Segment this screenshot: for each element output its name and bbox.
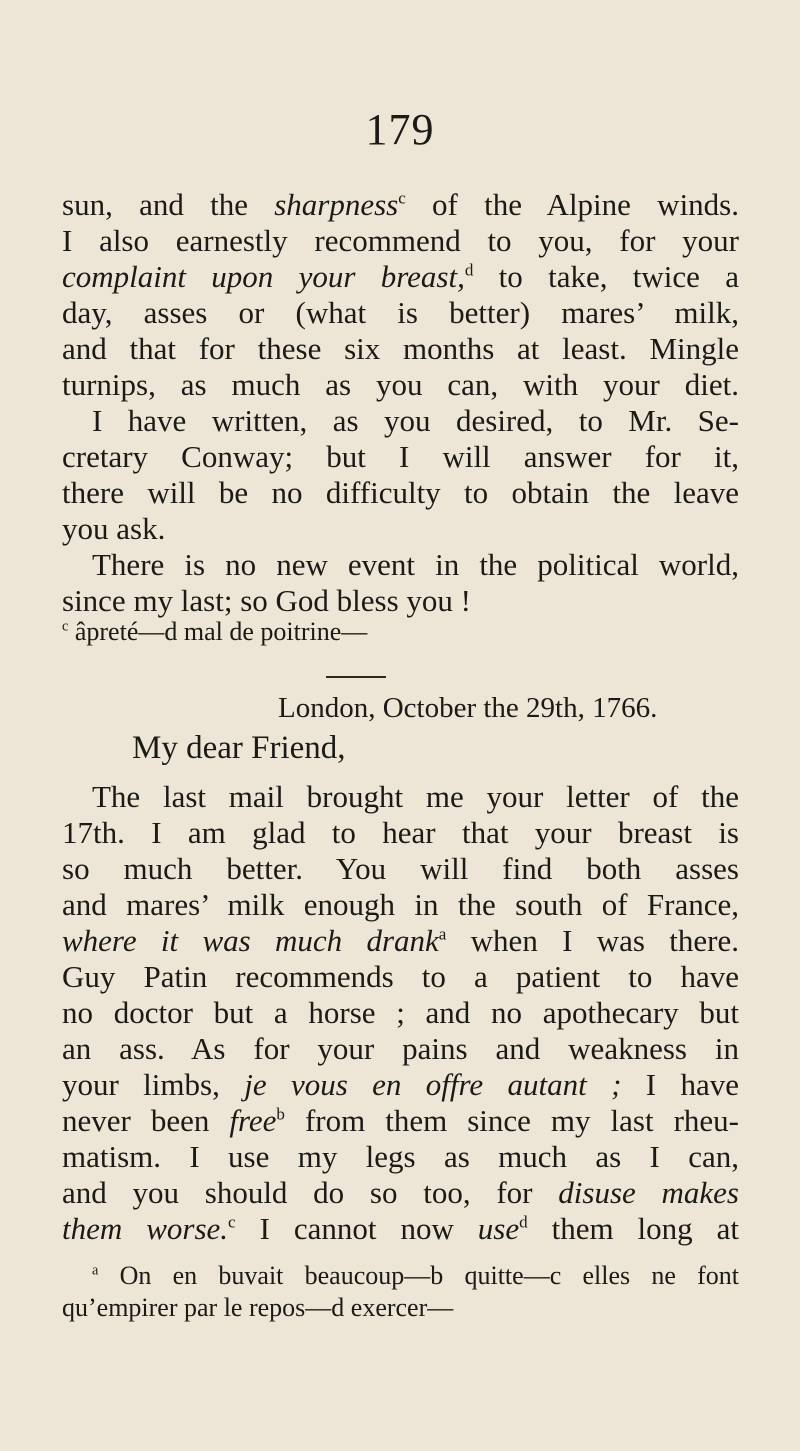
text-line: and that for these six months at least. Mingle — [62, 331, 739, 366]
text-line: complaint upon your breast,$^d$ to take, twice a — [62, 259, 739, 294]
text-line: where it was much drank$^a$ when I was there. — [62, 923, 739, 958]
text-line: an ass. As for your pains and weakness in — [62, 1031, 739, 1066]
text-line: turnips, as much as you can, with your diet. — [62, 367, 739, 402]
section-divider — [326, 676, 386, 678]
text-line: there will be no difficulty to obtain the leave — [62, 475, 739, 510]
text-line: and mares’ milk enough in the south of France, — [62, 887, 739, 922]
text-line: no doctor but a horse ; and no apothecary but — [62, 995, 739, 1030]
text-line: so much better. You will find both asses — [62, 851, 739, 886]
footnote: $^c$ âpreté—d mal de poitrine— — [62, 617, 368, 646]
text-line: The last mail brought me your letter of the — [92, 779, 739, 814]
text-line: I have written, as you desired, to Mr. Se- — [92, 403, 739, 438]
text-line: since my last; so God bless you ! — [62, 583, 471, 618]
page-number: 179 — [365, 105, 435, 154]
text-line: your limbs, je vous en offre autant ; I have — [62, 1067, 739, 1102]
text-line: I also earnestly recommend to you, for your — [62, 223, 739, 258]
text-line: There is no new event in the political world, — [92, 547, 739, 582]
letter-salutation: My dear Friend, — [132, 730, 346, 766]
text-line: cretary Conway; but I will answer for it, — [62, 439, 739, 474]
text-line: Guy Patin recommends to a patient to have — [62, 959, 739, 994]
footnote: qu’empirer par le repos—d exercer— — [62, 1293, 454, 1322]
text-line: sun, and the sharpness$^c$ of the Alpine winds. — [62, 187, 739, 222]
text-line: 17th. I am glad to hear that your breast is — [62, 815, 739, 850]
letter-dateline: London, October the 29th, 1766. — [278, 692, 658, 724]
text-line: never been free$^b$ from them since my last rheu- — [62, 1103, 739, 1138]
text-line: them worse.$^c$ I cannot now use$^d$ them long at — [62, 1211, 739, 1246]
text-line: you ask. — [62, 511, 166, 546]
text-line: and you should do so too, for disuse makes — [62, 1175, 739, 1210]
text-line: matism. I use my legs as much as I can, — [62, 1139, 739, 1174]
footnote: $^a$ On en buvait beaucoup—b quitte—c elles ne font — [92, 1261, 740, 1290]
text-line: day, asses or (what is better) mares’ milk, — [62, 295, 739, 330]
